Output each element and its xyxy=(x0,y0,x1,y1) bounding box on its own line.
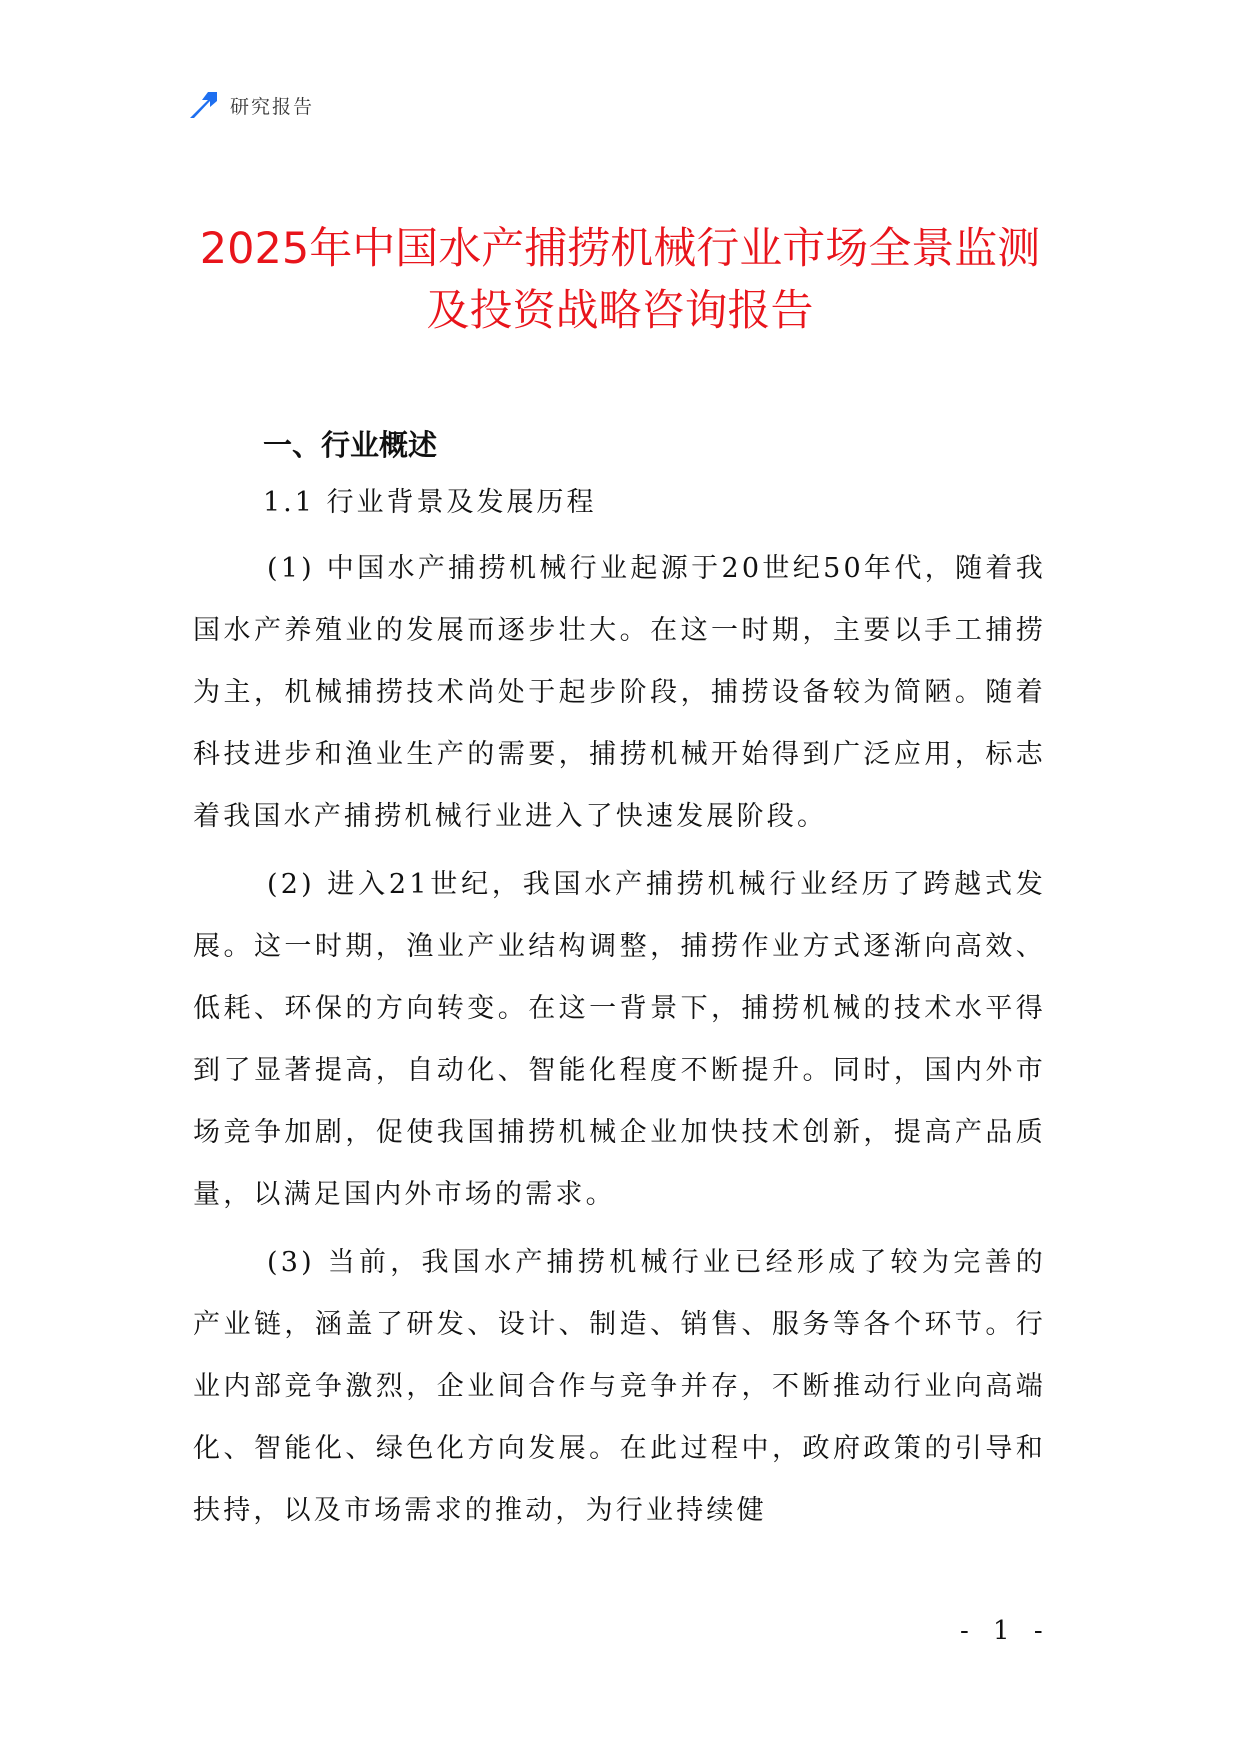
paragraph-3: (3) 当前，我国水产捕捞机械行业已经形成了较为完善的产业链，涵盖了研发、设计、制造、销售、服务等各个环节。行业内部竞争激烈，企业间合作与竞争并存，不断推动行业向高端化、智能化、绿色化方向发展。在此过程中，政府政策的引导和扶持，以及市场需求的推动，为行业持续健 xyxy=(193,1247,1046,1526)
paragraph-2: (2) 进入21世纪，我国水产捕捞机械行业经历了跨越式发展。这一时期，渔业产业结构调整，捕捞作业方式逐渐向高效、低耗、环保的方向转变。在这一背景下，捕捞机械的技术水平得到了显著提高，自动化、智能化程度不断提升。同时，国内外市场竞争加剧，促使我国捕捞机械企业加快技术创新，提高产品质量，以满足国内外市场的需求。 xyxy=(193,869,1046,1210)
arrow-up-right-logo-icon xyxy=(186,88,220,122)
section-heading: 一、行业概述 xyxy=(263,428,438,462)
document-title: 2025年中国水产捕捞机械行业市场全景监测及投资战略咨询报告 xyxy=(199,224,1041,336)
header-label: 研究报告 xyxy=(230,95,315,118)
report-header xyxy=(186,88,314,122)
page-number: - 1 - xyxy=(960,1616,1051,1646)
document-body xyxy=(193,416,1046,1542)
paragraph-1: (1) 中国水产捕捞机械行业起源于20世纪50年代，随着我国水产养殖业的发展而逐步壮大。在这一时期，主要以手工捕捞为主，机械捕捞技术尚处于起步阶段，捕捞设备较为简陋。随着科技进步和渔业生产的需要，捕捞机械开始得到广泛应用，标志着我国水产捕捞机械行业进入了快速发展阶段。 xyxy=(193,553,1046,832)
subsection-heading: 1.1 行业背景及发展历程 xyxy=(263,487,597,518)
